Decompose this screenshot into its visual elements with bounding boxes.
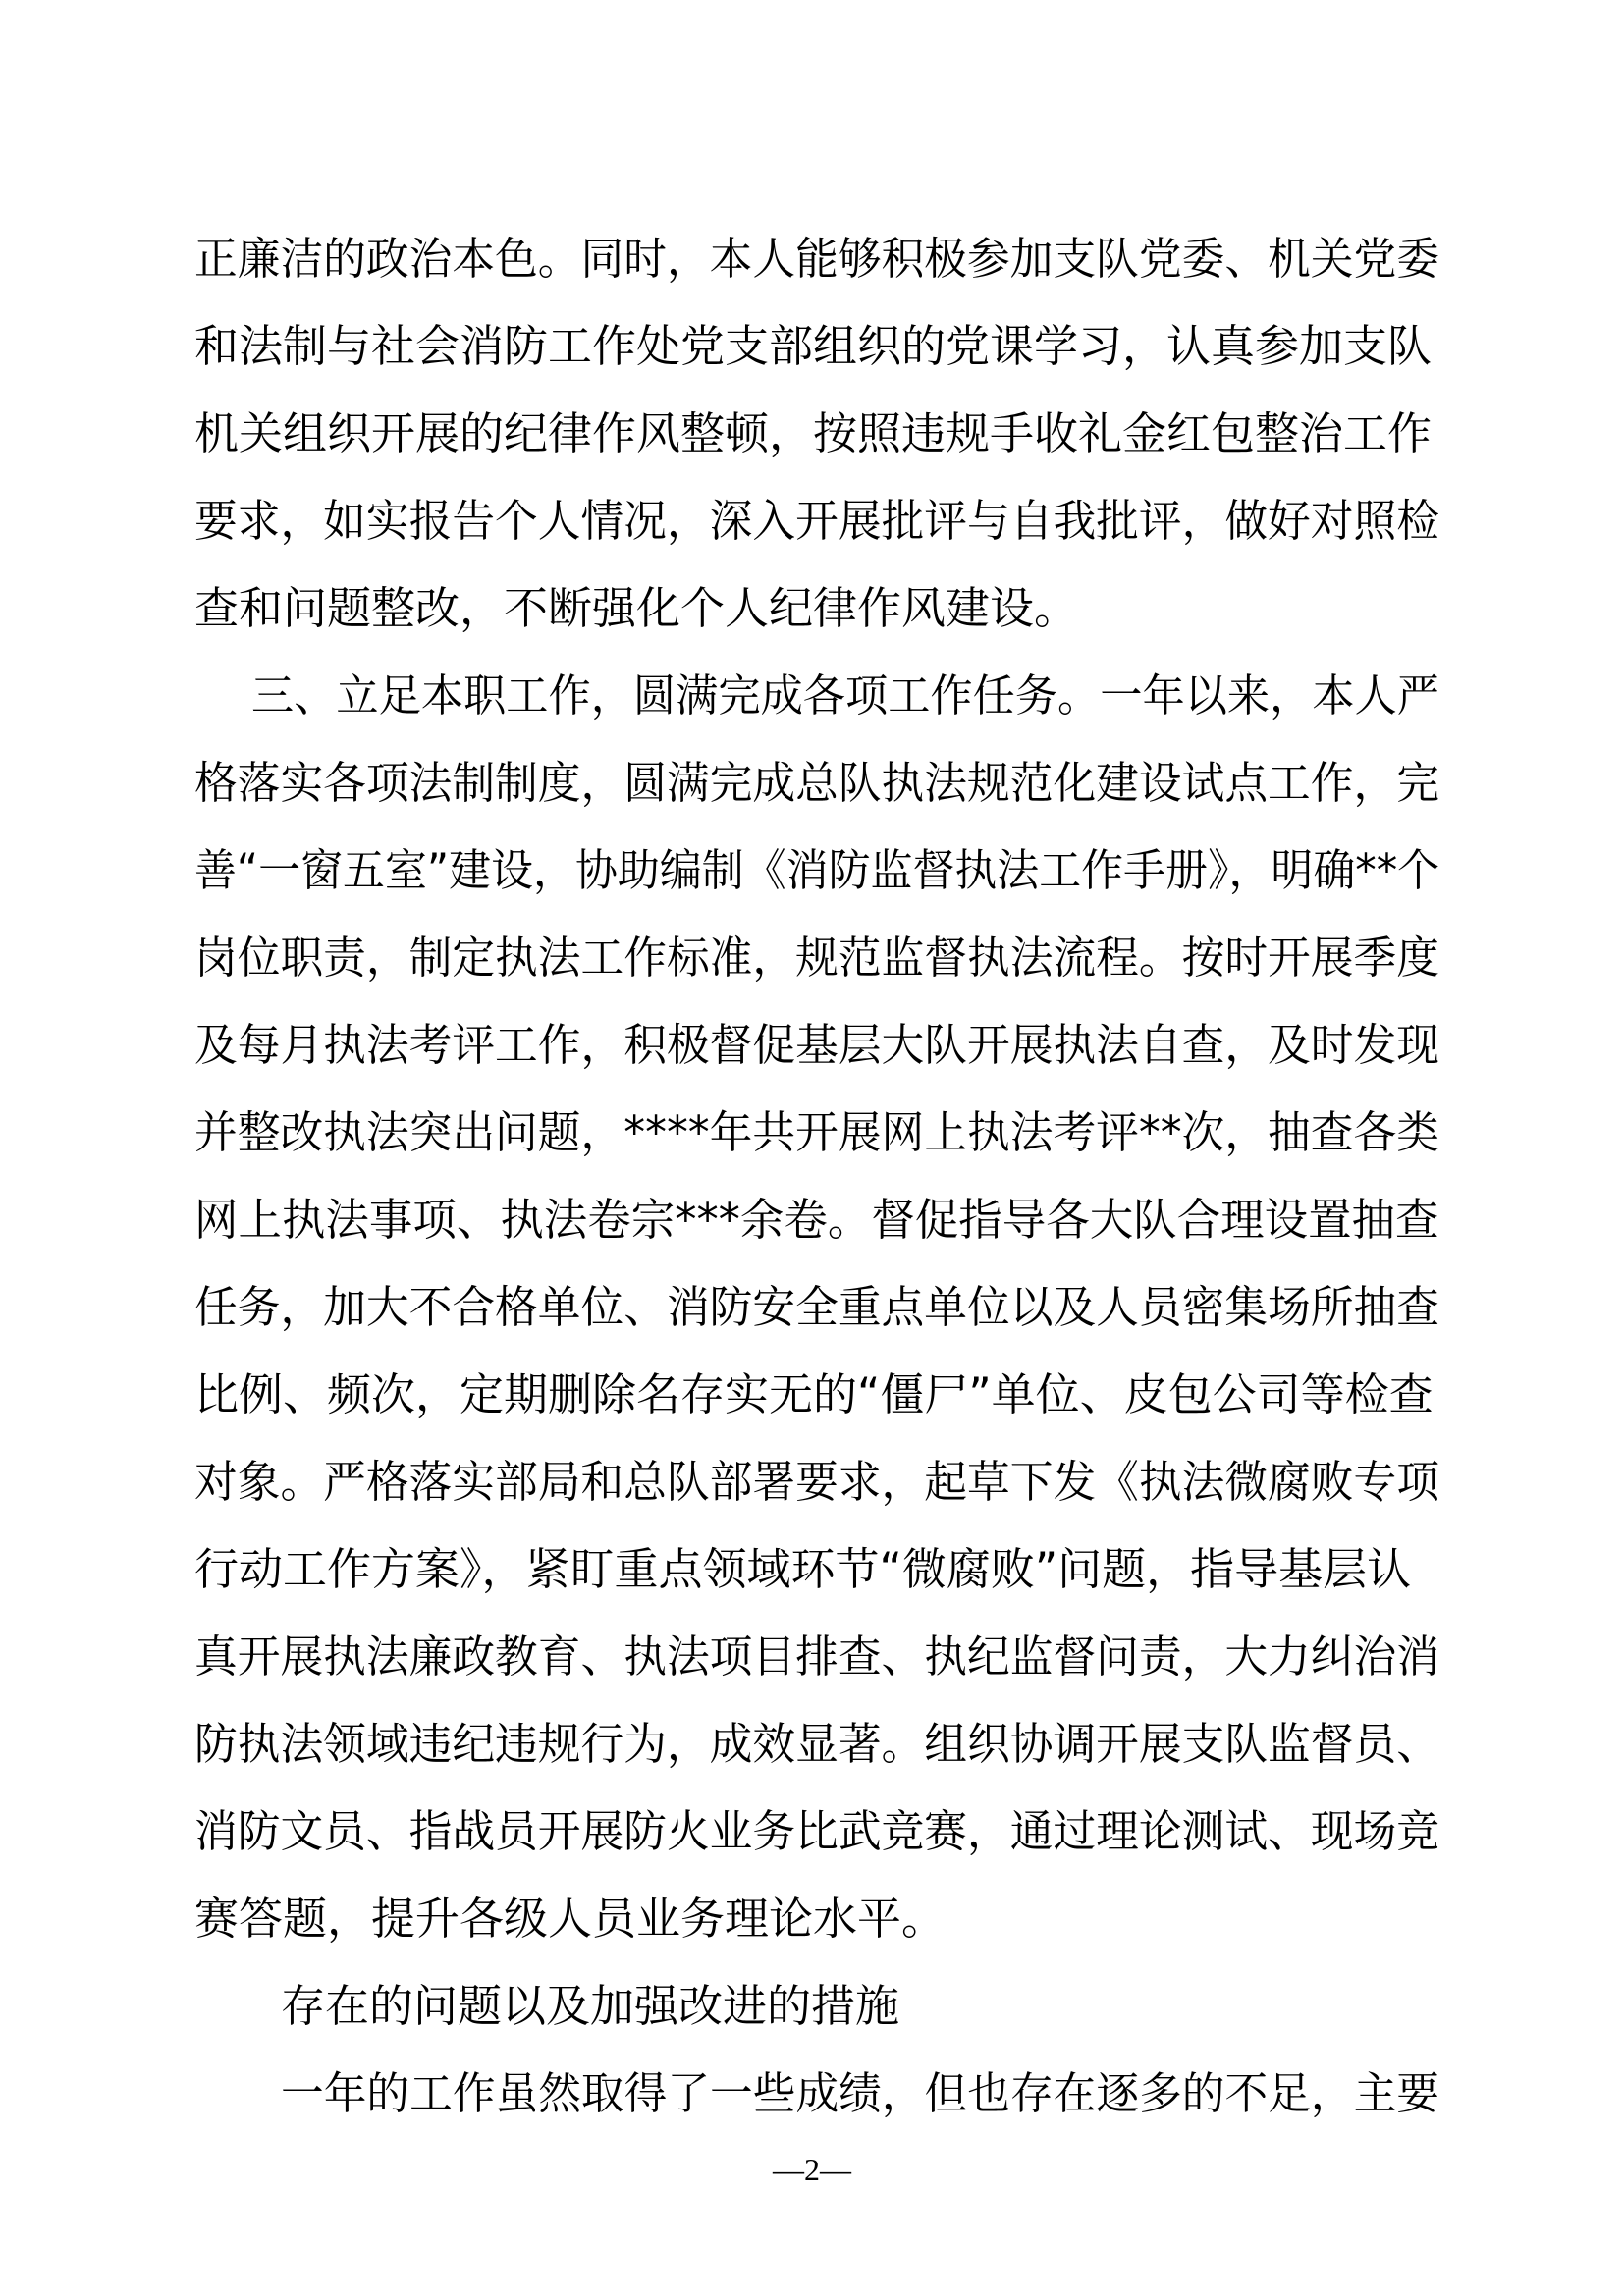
text-line: 防执法领域违纪违规行为，成效显著。组织协调开展支队监督员、 <box>194 1718 1439 1770</box>
text-line: 网上执法事项、执法卷宗***余卷。督促指导各大队合理设置抽查 <box>194 1194 1439 1246</box>
text-line: 比例、频次，定期删除名存实无的“僵尸”单位、皮包公司等检查 <box>194 1368 1434 1420</box>
text-line: 行动工作方案》，紧盯重点领域环节“微腐败”问题，指导基层认 <box>194 1543 1412 1595</box>
section-heading-line: 三、立足本职工作，圆满完成各项工作任务。一年以来，本人严 <box>251 669 1439 721</box>
text-line: 要求，如实报告个人情况，深入开展批评与自我批评，做好对照检 <box>194 495 1439 547</box>
text-line: 消防文员、指战员开展防火业务比武竞赛，通过理论测试、现场竞 <box>194 1805 1439 1857</box>
text-line: 及每月执法考评工作，积极督促基层大队开展执法自查，及时发现 <box>194 1019 1439 1071</box>
text-line: 善“一窗五室”建设，协助编制《消防监督执法工作手册》，明确**个 <box>194 844 1440 896</box>
text-line: 赛答题，提升各级人员业务理论水平。 <box>194 1893 947 1945</box>
text-line: 机关组织开展的纪律作风整顿，按照违规手收礼金红包整治工作 <box>194 407 1433 459</box>
text-line: 对象。严格落实部局和总队部署要求，起草下发《执法微腐败专项 <box>194 1456 1439 1508</box>
subheading-line: 存在的问题以及加强改进的措施 <box>281 1980 900 2032</box>
text-line: 岗位职责，制定执法工作标准，规范监督执法流程。按时开展季度 <box>194 932 1439 984</box>
page-number: —2— <box>773 2152 851 2187</box>
text-line: 一年的工作虽然取得了一些成绩，但也存在逐多的不足，主要 <box>281 2067 1440 2119</box>
text-line: 并整改执法突出问题，****年共开展网上执法考评**次，抽查各类 <box>194 1106 1439 1158</box>
text-line: 正廉洁的政治本色。同时，本人能够积极参加支队党委、机关党委 <box>194 233 1439 285</box>
text-line: 和法制与社会消防工作处党支部组织的党课学习，认真参加支队 <box>194 320 1433 372</box>
text-line: 真开展执法廉政教育、执法项目排查、执纪监督问责，大力纠治消 <box>194 1630 1439 1682</box>
text-line: 任务，加大不合格单位、消防安全重点单位以及人员密集场所抽查 <box>194 1281 1439 1333</box>
text-line: 查和问题整改，不断强化个人纪律作风建设。 <box>194 582 1079 634</box>
text-line: 格落实各项法制制度，圆满完成总队执法规范化建设试点工作，完 <box>194 757 1439 809</box>
